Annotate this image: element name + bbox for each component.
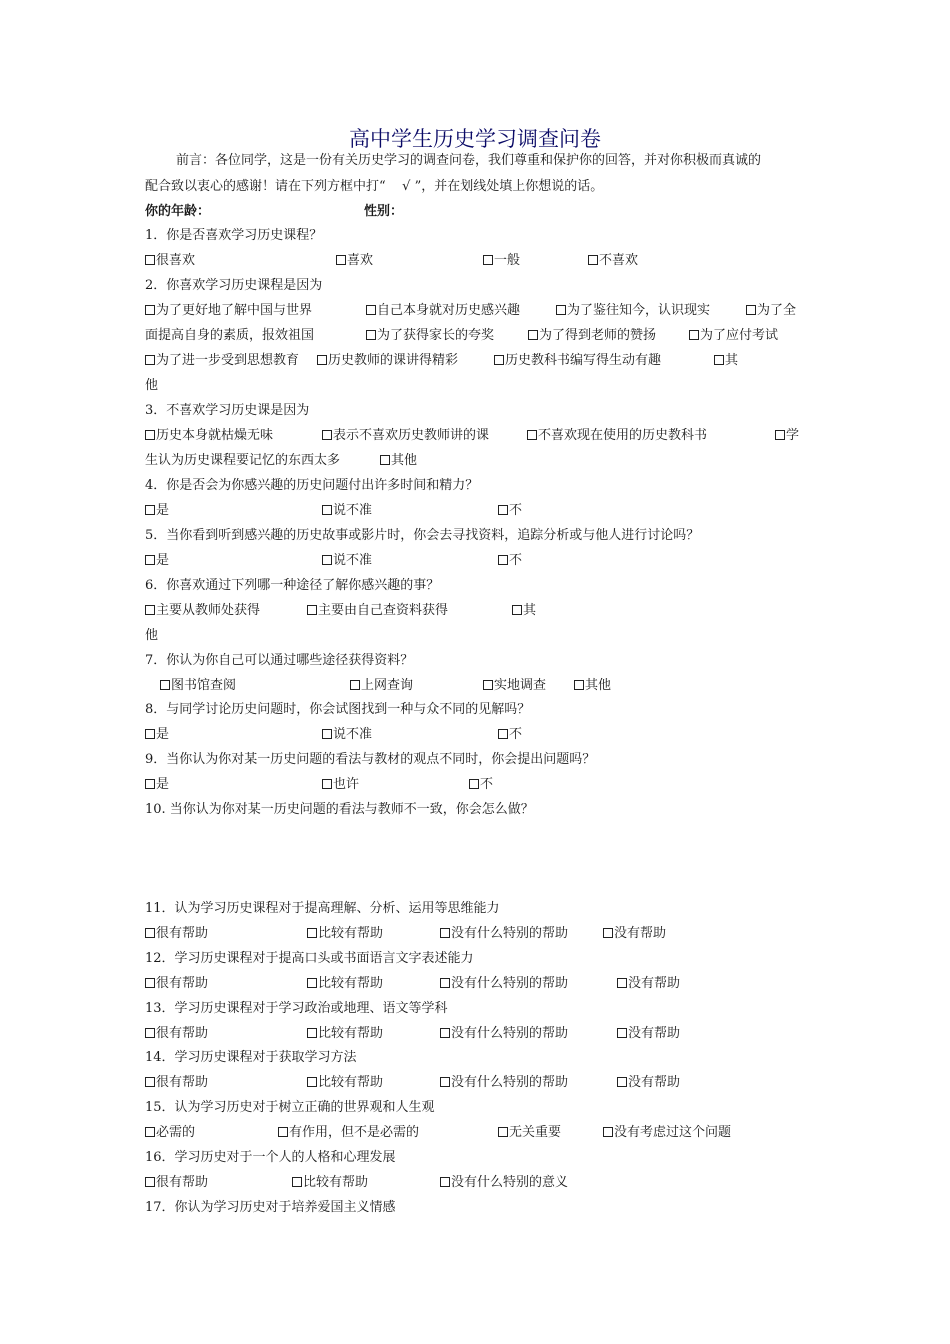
checkbox-icon[interactable] [494, 355, 504, 365]
option-q13-1[interactable]: 很有帮助 [145, 1025, 208, 1043]
option-q15-2[interactable]: 有作用，但不是必需的 [278, 1124, 419, 1142]
checkbox-icon[interactable] [498, 1127, 508, 1137]
option-q11-2[interactable]: 比较有帮助 [307, 925, 383, 943]
checkbox-icon[interactable] [689, 330, 699, 340]
option-q3-4-cont: 生认为历史课程要记忆的东西太多 [145, 453, 341, 468]
option-q7-3[interactable]: 实地调查 [483, 677, 546, 695]
option-q2-11[interactable]: 其 [714, 352, 738, 370]
question-9: 9．当你认为你对某一历史问题的看法与教材的观点不同时，你会提出问题吗？ [145, 752, 596, 767]
checkbox-icon[interactable] [145, 555, 155, 565]
checkbox-icon[interactable] [714, 355, 724, 365]
question-8: 8．与同学讨论历史问题时，你会试图找到一种与众不同的见解吗？ [145, 702, 531, 717]
option-q5-3[interactable]: 不 [498, 552, 522, 570]
checkbox-icon[interactable] [322, 430, 332, 440]
option-q3-3[interactable]: 不喜欢现在使用的历史教科书 [527, 427, 707, 445]
checkbox-icon[interactable] [603, 928, 613, 938]
option-q8-3[interactable]: 不 [498, 726, 522, 744]
question-2: 2．你喜欢学习历史课程是因为 [145, 278, 323, 293]
intro-line-2: 配合致以衷心的感谢！请在下列方框中打“ √ ”，并在划线处填上你想说的话。 [145, 179, 604, 194]
checkbox-icon[interactable] [322, 555, 332, 565]
option-q2-5[interactable]: 为了获得家长的夸奖 [366, 327, 494, 345]
option-q8-2[interactable]: 说不准 [322, 726, 372, 744]
checkbox-icon[interactable] [145, 355, 155, 365]
option-q2-6[interactable]: 为了得到老师的赞扬 [528, 327, 656, 345]
question-12: 12．学习历史课程对于提高口头或书面语言文字表述能力 [145, 951, 474, 966]
option-q1-3[interactable]: 一般 [483, 252, 520, 270]
option-q2-1[interactable]: 为了更好地了解中国与世界 [145, 302, 312, 320]
option-q15-3[interactable]: 无关重要 [498, 1124, 561, 1142]
option-q7-2[interactable]: 上网查询 [350, 677, 413, 695]
option-q4-3[interactable]: 不 [498, 502, 522, 520]
option-q1-1[interactable]: 很喜欢 [145, 252, 195, 270]
question-15: 15．认为学习历史对于树立正确的世界观和人生观 [145, 1100, 435, 1115]
checkbox-icon[interactable] [469, 779, 479, 789]
checkbox-icon[interactable] [366, 330, 376, 340]
option-q9-2[interactable]: 也许 [322, 776, 359, 794]
question-14: 14．学习历史课程对于获取学习方法 [145, 1050, 357, 1065]
checkbox-icon[interactable] [512, 605, 522, 615]
option-q4-1[interactable]: 是 [145, 502, 169, 520]
checkbox-icon[interactable] [322, 779, 332, 789]
checkbox-icon[interactable] [292, 1177, 302, 1187]
checkbox-icon[interactable] [307, 1028, 317, 1038]
option-q3-1[interactable]: 历史本身就枯燥无味 [145, 427, 273, 445]
checkbox-icon[interactable] [307, 605, 317, 615]
option-q14-1[interactable]: 很有帮助 [145, 1074, 208, 1092]
option-q12-3[interactable]: 没有什么特别的帮助 [440, 975, 568, 993]
option-q12-4[interactable]: 没有帮助 [617, 975, 680, 993]
question-5: 5．当你看到听到感兴趣的历史故事或影片时，你会去寻找资料，追踪分析或与他人进行讨论吗？ [145, 528, 700, 543]
checkbox-icon[interactable] [483, 255, 493, 265]
checkbox-icon[interactable] [307, 928, 317, 938]
question-10: 10. 当你认为你对某一历史问题的看法与教师不一致，你会怎么做？ [145, 802, 534, 817]
checkbox-icon[interactable] [145, 729, 155, 739]
checkbox-icon[interactable] [440, 1077, 450, 1087]
option-q2-2[interactable]: 自己本身就对历史感兴趣 [366, 302, 520, 320]
checkbox-icon[interactable] [617, 1077, 627, 1087]
option-q15-4[interactable]: 没有考虑过这个问题 [603, 1124, 731, 1142]
checkbox-icon[interactable] [145, 255, 155, 265]
option-q6-1[interactable]: 主要从教师处获得 [145, 602, 260, 620]
option-q7-4[interactable]: 其他 [574, 677, 611, 695]
checkbox-icon[interactable] [160, 680, 170, 690]
option-q12-1[interactable]: 很有帮助 [145, 975, 208, 993]
option-q11-1[interactable]: 很有帮助 [145, 925, 208, 943]
option-q13-3[interactable]: 没有什么特别的帮助 [440, 1025, 568, 1043]
checkbox-icon[interactable] [440, 1177, 450, 1187]
option-q16-3[interactable]: 没有什么特别的意义 [440, 1174, 568, 1192]
option-q5-2[interactable]: 说不准 [322, 552, 372, 570]
checkbox-icon[interactable] [366, 305, 376, 315]
option-q7-1[interactable]: 图书馆查阅 [160, 677, 236, 695]
question-6: 6．你喜欢通过下列哪一种途径了解你感兴趣的事？ [145, 578, 440, 593]
option-q2-3[interactable]: 为了鉴往知今，认识现实 [556, 302, 710, 320]
checkbox-icon[interactable] [440, 928, 450, 938]
checkbox-icon[interactable] [145, 779, 155, 789]
option-q11-3[interactable]: 没有什么特别的帮助 [440, 925, 568, 943]
option-q3-4[interactable]: 学 [775, 427, 799, 445]
page-title: 高中学生历史学习调查问卷 [349, 127, 601, 151]
checkbox-icon[interactable] [498, 729, 508, 739]
question-13: 13．学习历史课程对于学习政治或地理、语文等学科 [145, 1001, 448, 1016]
checkbox-icon[interactable] [307, 1077, 317, 1087]
checkbox-icon[interactable] [145, 1127, 155, 1137]
option-q14-2[interactable]: 比较有帮助 [307, 1074, 383, 1092]
checkbox-icon[interactable] [145, 978, 155, 988]
age-label: 你的年龄： [145, 204, 211, 219]
question-16: 16．学习历史对于一个人的人格和心理发展 [145, 1150, 396, 1165]
option-q2-8[interactable]: 为了进一步受到思想教育 [145, 352, 299, 370]
checkbox-icon[interactable] [145, 928, 155, 938]
checkbox-icon[interactable] [588, 255, 598, 265]
checkbox-icon[interactable] [775, 430, 785, 440]
question-17: 17．你认为学习历史对于培养爱国主义情感 [145, 1200, 396, 1215]
option-q2-4-cont: 面提高自身的素质，报效祖国 [145, 328, 315, 343]
option-q2-10[interactable]: 历史教科书编写得生动有趣 [494, 352, 661, 370]
option-q15-1[interactable]: 必需的 [145, 1124, 195, 1142]
option-q6-3[interactable]: 其 [512, 602, 536, 620]
option-q2-7[interactable]: 为了应付考试 [689, 327, 778, 345]
option-q14-4[interactable]: 没有帮助 [617, 1074, 680, 1092]
checkbox-icon[interactable] [322, 729, 332, 739]
checkbox-icon[interactable] [336, 255, 346, 265]
option-q13-4[interactable]: 没有帮助 [617, 1025, 680, 1043]
checkbox-icon[interactable] [556, 305, 566, 315]
option-q12-2[interactable]: 比较有帮助 [307, 975, 383, 993]
checkbox-icon[interactable] [527, 430, 537, 440]
option-q1-4[interactable]: 不喜欢 [588, 252, 638, 270]
checkbox-icon[interactable] [145, 605, 155, 615]
option-q14-3[interactable]: 没有什么特别的帮助 [440, 1074, 568, 1092]
checkbox-icon[interactable] [322, 505, 332, 515]
checkbox-icon[interactable] [278, 1127, 288, 1137]
question-1: 1．你是否喜欢学习历史课程？ [145, 228, 323, 243]
checkbox-icon[interactable] [574, 680, 584, 690]
checkbox-icon[interactable] [440, 978, 450, 988]
checkbox-icon[interactable] [145, 1028, 155, 1038]
checkbox-icon[interactable] [380, 455, 390, 465]
option-q1-2[interactable]: 喜欢 [336, 252, 373, 270]
option-q16-2[interactable]: 比较有帮助 [292, 1174, 368, 1192]
option-q4-2[interactable]: 说不准 [322, 502, 372, 520]
checkbox-icon[interactable] [145, 305, 155, 315]
option-q8-1[interactable]: 是 [145, 726, 169, 744]
option-q2-4[interactable]: 为了全 [746, 302, 796, 320]
gender-label: 性别： [364, 204, 404, 219]
checkbox-icon[interactable] [145, 505, 155, 515]
question-4: 4．你是否会为你感兴趣的历史问题付出许多时间和精力？ [145, 478, 479, 493]
checkbox-icon[interactable] [350, 680, 360, 690]
checkbox-icon[interactable] [317, 355, 327, 365]
checkbox-icon[interactable] [498, 555, 508, 565]
checkbox-icon[interactable] [440, 1028, 450, 1038]
intro-line-1: 前言：各位同学，这是一份有关历史学习的调查问卷，我们尊重和保护你的回答，并对你积极而真诚的 [176, 153, 762, 168]
question-3: 3．不喜欢学习历史课是因为 [145, 403, 310, 418]
option-q16-1[interactable]: 很有帮助 [145, 1174, 208, 1192]
checkbox-icon[interactable] [483, 680, 493, 690]
checkbox-icon[interactable] [746, 305, 756, 315]
question-11: 11．认为学习历史课程对于提高理解、分析、运用等思维能力 [145, 901, 500, 916]
option-q6-3-cont: 他 [145, 628, 159, 643]
option-q2-9[interactable]: 历史教师的课讲得精彩 [317, 352, 458, 370]
option-q2-11-cont: 他 [145, 378, 159, 393]
checkbox-icon[interactable] [603, 1127, 613, 1137]
checkbox-icon[interactable] [145, 1177, 155, 1187]
checkbox-icon[interactable] [498, 505, 508, 515]
checkbox-icon[interactable] [617, 978, 627, 988]
checkbox-icon[interactable] [145, 430, 155, 440]
checkbox-icon[interactable] [528, 330, 538, 340]
option-q11-4[interactable]: 没有帮助 [603, 925, 666, 943]
option-q3-5[interactable]: 其他 [380, 452, 417, 470]
option-q3-2[interactable]: 表示不喜欢历史教师讲的课 [322, 427, 489, 445]
option-q13-2[interactable]: 比较有帮助 [307, 1025, 383, 1043]
option-q9-3[interactable]: 不 [469, 776, 493, 794]
option-q5-1[interactable]: 是 [145, 552, 169, 570]
option-q6-2[interactable]: 主要由自己查资料获得 [307, 602, 448, 620]
option-q9-1[interactable]: 是 [145, 776, 169, 794]
question-7: 7．你认为你自己可以通过哪些途径获得资料？ [145, 653, 414, 668]
checkbox-icon[interactable] [307, 978, 317, 988]
checkbox-icon[interactable] [145, 1077, 155, 1087]
checkbox-icon[interactable] [617, 1028, 627, 1038]
